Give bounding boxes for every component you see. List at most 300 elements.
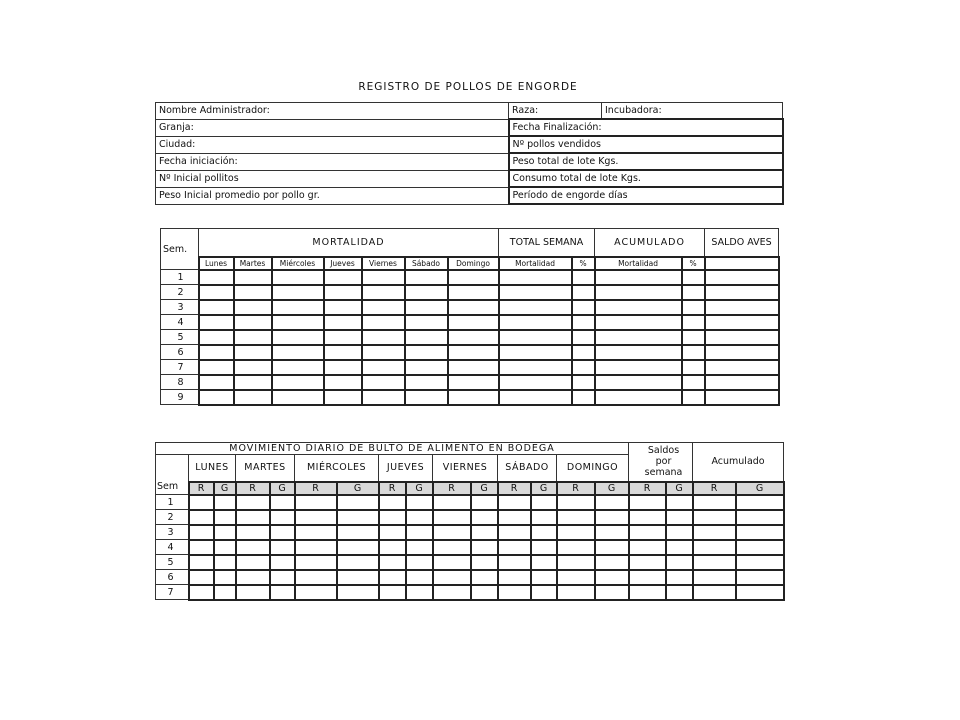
- feed-cell[interactable]: [337, 540, 379, 555]
- feed-cell[interactable]: [471, 585, 498, 600]
- table-row: [156, 585, 784, 600]
- mortality-cell[interactable]: [682, 315, 705, 330]
- mortality-cell[interactable]: [572, 315, 595, 330]
- feed-cell[interactable]: [236, 585, 270, 600]
- feed-cell[interactable]: [189, 525, 214, 540]
- mortality-cell[interactable]: [199, 300, 234, 315]
- table-row: [161, 345, 779, 360]
- feed-cell[interactable]: [736, 585, 784, 600]
- mortality-cell[interactable]: [324, 390, 362, 405]
- acum-pct-header: %: [682, 257, 705, 270]
- total-semana-header: TOTAL SEMANA: [499, 229, 595, 257]
- r-header: R: [557, 482, 595, 495]
- mortality-cell[interactable]: [595, 270, 682, 285]
- feed-cell[interactable]: [531, 540, 557, 555]
- info-right-field[interactable]: Fecha Finalización:: [509, 119, 783, 136]
- week-number: 7: [161, 360, 199, 375]
- mortality-cell[interactable]: [272, 315, 324, 330]
- mortality-cell[interactable]: [682, 285, 705, 300]
- day-header: Viernes: [362, 257, 405, 270]
- mortality-cell[interactable]: [272, 330, 324, 345]
- feed-cell[interactable]: [531, 510, 557, 525]
- mortality-cell[interactable]: [499, 330, 572, 345]
- mortality-cell[interactable]: [499, 375, 572, 390]
- feed-cell[interactable]: [189, 540, 214, 555]
- mortality-cell[interactable]: [199, 315, 234, 330]
- feed-cell[interactable]: [379, 540, 406, 555]
- mortality-cell[interactable]: [572, 300, 595, 315]
- feed-cell[interactable]: [557, 585, 595, 600]
- week-number: 5: [156, 555, 189, 570]
- feed-cell[interactable]: [531, 555, 557, 570]
- mortality-cell[interactable]: [448, 375, 499, 390]
- mortality-cell[interactable]: [199, 390, 234, 405]
- feed-cell[interactable]: [214, 555, 236, 570]
- mortality-cell[interactable]: [682, 375, 705, 390]
- mortality-cell[interactable]: [405, 360, 448, 375]
- mortality-cell[interactable]: [448, 360, 499, 375]
- mortality-cell[interactable]: [272, 270, 324, 285]
- feed-cell[interactable]: [270, 555, 295, 570]
- feed-cell[interactable]: [595, 540, 629, 555]
- g-header: G: [214, 482, 236, 495]
- mortality-cell[interactable]: [272, 300, 324, 315]
- r-header: R: [629, 482, 666, 495]
- mortality-cell[interactable]: [682, 270, 705, 285]
- feed-cell[interactable]: [295, 585, 337, 600]
- feed-cell[interactable]: [557, 510, 595, 525]
- info-label[interactable]: Ciudad:: [156, 136, 509, 153]
- mortality-cell[interactable]: [362, 315, 405, 330]
- feed-cell[interactable]: [693, 540, 736, 555]
- mortality-cell[interactable]: [324, 285, 362, 300]
- feed-cell[interactable]: [270, 540, 295, 555]
- feed-cell[interactable]: [471, 570, 498, 585]
- mortality-cell[interactable]: [499, 285, 572, 300]
- mortality-cell[interactable]: [362, 330, 405, 345]
- feed-cell[interactable]: [379, 510, 406, 525]
- mortality-cell[interactable]: [199, 270, 234, 285]
- feed-cell[interactable]: [270, 570, 295, 585]
- feed-cell[interactable]: [736, 525, 784, 540]
- table-row: [161, 330, 779, 345]
- info-label[interactable]: Fecha iniciación:: [156, 153, 509, 170]
- mortality-cell[interactable]: [199, 375, 234, 390]
- feed-cell[interactable]: [433, 510, 471, 525]
- mortality-cell[interactable]: [705, 375, 779, 390]
- g-header: G: [595, 482, 629, 495]
- feed-cell[interactable]: [629, 555, 666, 570]
- feed-cell[interactable]: [337, 555, 379, 570]
- feed-cell[interactable]: [236, 540, 270, 555]
- feed-cell[interactable]: [736, 555, 784, 570]
- incubadora-field[interactable]: Incubadora:: [602, 103, 783, 120]
- mortality-cell[interactable]: [234, 375, 272, 390]
- feed-cell[interactable]: [498, 570, 531, 585]
- mortality-cell[interactable]: [199, 285, 234, 300]
- feed-cell[interactable]: [406, 540, 433, 555]
- feed-cell[interactable]: [693, 495, 736, 510]
- mortality-cell[interactable]: [234, 330, 272, 345]
- feed-cell[interactable]: [406, 495, 433, 510]
- mortality-cell[interactable]: [405, 315, 448, 330]
- feed-cell[interactable]: [557, 525, 595, 540]
- mortality-cell[interactable]: [234, 285, 272, 300]
- feed-cell[interactable]: [471, 510, 498, 525]
- feed-cell[interactable]: [214, 525, 236, 540]
- feed-cell[interactable]: [595, 585, 629, 600]
- feed-cell[interactable]: [406, 525, 433, 540]
- mortality-cell[interactable]: [234, 360, 272, 375]
- feed-cell[interactable]: [214, 585, 236, 600]
- mortality-cell[interactable]: [405, 300, 448, 315]
- mortality-cell[interactable]: [572, 285, 595, 300]
- feed-cell[interactable]: [379, 585, 406, 600]
- table-row: [161, 375, 779, 390]
- feed-cell[interactable]: [736, 570, 784, 585]
- feed-day-header: MARTES: [236, 455, 295, 482]
- feed-cell[interactable]: [693, 570, 736, 585]
- mortality-cell[interactable]: [405, 285, 448, 300]
- feed-cell[interactable]: [379, 495, 406, 510]
- feed-cell[interactable]: [337, 525, 379, 540]
- feed-cell[interactable]: [595, 510, 629, 525]
- total-mortalidad-header: Mortalidad: [499, 257, 572, 270]
- feed-cell[interactable]: [498, 510, 531, 525]
- r-header: R: [236, 482, 270, 495]
- mortality-cell[interactable]: [362, 345, 405, 360]
- table-row: [161, 300, 779, 315]
- feed-cell[interactable]: [629, 510, 666, 525]
- feed-cell[interactable]: [189, 555, 214, 570]
- info-label[interactable]: Peso Inicial promedio por pollo gr.: [156, 187, 509, 204]
- mortality-cell[interactable]: [362, 375, 405, 390]
- mortality-cell[interactable]: [705, 330, 779, 345]
- mortality-cell[interactable]: [705, 345, 779, 360]
- feed-cell[interactable]: [379, 525, 406, 540]
- g-header: G: [666, 482, 693, 495]
- info-label[interactable]: Nombre Administrador:: [156, 103, 509, 120]
- g-header: G: [406, 482, 433, 495]
- week-number: 6: [161, 345, 199, 360]
- mortality-cell[interactable]: [705, 285, 779, 300]
- feed-cell[interactable]: [379, 555, 406, 570]
- feed-cell[interactable]: [629, 525, 666, 540]
- mortality-cell[interactable]: [405, 375, 448, 390]
- feed-cell[interactable]: [736, 510, 784, 525]
- feed-cell[interactable]: [433, 495, 471, 510]
- info-row: [156, 187, 783, 204]
- day-header: Miércoles: [272, 257, 324, 270]
- mortality-cell[interactable]: [234, 390, 272, 405]
- feed-cell[interactable]: [666, 525, 693, 540]
- feed-cell[interactable]: [629, 495, 666, 510]
- mortality-cell[interactable]: [199, 360, 234, 375]
- mortality-cell[interactable]: [595, 390, 682, 405]
- feed-cell[interactable]: [693, 510, 736, 525]
- feed-cell[interactable]: [595, 570, 629, 585]
- saldo-aves-header: SALDO AVES: [705, 229, 779, 257]
- day-header: Martes: [234, 257, 272, 270]
- mortality-cell[interactable]: [234, 300, 272, 315]
- mortality-cell[interactable]: [572, 345, 595, 360]
- feed-day-header: SÁBADO: [498, 455, 557, 482]
- feed-cell[interactable]: [379, 570, 406, 585]
- mortality-cell[interactable]: [705, 270, 779, 285]
- mortality-cell[interactable]: [705, 360, 779, 375]
- feed-cell[interactable]: [498, 585, 531, 600]
- mortality-cell[interactable]: [595, 345, 682, 360]
- feed-cell[interactable]: [471, 555, 498, 570]
- feed-cell[interactable]: [433, 540, 471, 555]
- week-number: 2: [156, 510, 189, 525]
- mortality-table: [160, 228, 780, 406]
- r-header: R: [189, 482, 214, 495]
- mortality-cell[interactable]: [362, 390, 405, 405]
- week-number: 7: [156, 585, 189, 600]
- r-header: R: [693, 482, 736, 495]
- mortality-cell[interactable]: [572, 390, 595, 405]
- feed-cell[interactable]: [270, 495, 295, 510]
- feed-title-row: [156, 443, 784, 455]
- mortality-cell[interactable]: [595, 330, 682, 345]
- feed-cell[interactable]: [595, 525, 629, 540]
- mortality-cell[interactable]: [448, 285, 499, 300]
- feed-cell[interactable]: [557, 540, 595, 555]
- mortality-cell[interactable]: [499, 360, 572, 375]
- feed-cell[interactable]: [295, 495, 337, 510]
- feed-cell[interactable]: [189, 585, 214, 600]
- table-row: [156, 495, 784, 510]
- feed-cell[interactable]: [693, 585, 736, 600]
- mortality-cell[interactable]: [572, 270, 595, 285]
- day-header: Sábado: [405, 257, 448, 270]
- feed-cell[interactable]: [557, 555, 595, 570]
- feed-cell[interactable]: [236, 555, 270, 570]
- feed-cell[interactable]: [433, 570, 471, 585]
- feed-cell[interactable]: [270, 510, 295, 525]
- day-header: Lunes: [199, 257, 234, 270]
- week-number: 1: [156, 495, 189, 510]
- raza-field[interactable]: Raza:: [509, 103, 602, 120]
- feed-cell[interactable]: [693, 555, 736, 570]
- feed-cell[interactable]: [666, 510, 693, 525]
- mortality-cell[interactable]: [705, 315, 779, 330]
- mortality-cell[interactable]: [324, 270, 362, 285]
- mortality-cell[interactable]: [572, 360, 595, 375]
- feed-cell[interactable]: [471, 525, 498, 540]
- info-label[interactable]: Nº Inicial pollitos: [156, 170, 509, 187]
- feed-cell[interactable]: [295, 570, 337, 585]
- feed-cell[interactable]: [295, 555, 337, 570]
- feed-acumulado-header: Acumulado: [693, 443, 784, 482]
- feed-cell[interactable]: [629, 585, 666, 600]
- feed-cell[interactable]: [337, 585, 379, 600]
- info-label[interactable]: Granja:: [156, 119, 509, 136]
- mortality-cell[interactable]: [362, 300, 405, 315]
- mortality-cell[interactable]: [448, 315, 499, 330]
- feed-cell[interactable]: [471, 495, 498, 510]
- mortality-cell[interactable]: [572, 330, 595, 345]
- mortality-cell[interactable]: [595, 360, 682, 375]
- feed-cell[interactable]: [629, 570, 666, 585]
- feed-cell[interactable]: [666, 585, 693, 600]
- r-header: R: [295, 482, 337, 495]
- feed-cell[interactable]: [433, 525, 471, 540]
- mortality-cell[interactable]: [324, 300, 362, 315]
- feed-cell[interactable]: [214, 540, 236, 555]
- feed-cell[interactable]: [214, 570, 236, 585]
- mortality-cell[interactable]: [199, 330, 234, 345]
- feed-cell[interactable]: [214, 495, 236, 510]
- feed-cell[interactable]: [498, 540, 531, 555]
- table-row: [156, 570, 784, 585]
- table-row: [156, 525, 784, 540]
- week-number: 4: [156, 540, 189, 555]
- mortality-cell[interactable]: [324, 315, 362, 330]
- feed-cell[interactable]: [270, 585, 295, 600]
- feed-cell[interactable]: [666, 495, 693, 510]
- saldo-subheader-cell[interactable]: [705, 257, 779, 270]
- day-header: Domingo: [448, 257, 499, 270]
- mortality-cell[interactable]: [362, 285, 405, 300]
- info-right-field[interactable]: Peso total de lote Kgs.: [509, 153, 783, 170]
- feed-cell[interactable]: [433, 585, 471, 600]
- info-table: [155, 102, 784, 205]
- feed-cell[interactable]: [693, 525, 736, 540]
- mortality-cell[interactable]: [199, 345, 234, 360]
- feed-cell[interactable]: [666, 570, 693, 585]
- mortality-cell[interactable]: [499, 300, 572, 315]
- mortality-cell[interactable]: [448, 345, 499, 360]
- feed-cell[interactable]: [406, 570, 433, 585]
- feed-cell[interactable]: [406, 555, 433, 570]
- feed-cell[interactable]: [189, 510, 214, 525]
- mortality-cell[interactable]: [595, 315, 682, 330]
- feed-cell[interactable]: [337, 495, 379, 510]
- mortality-cell[interactable]: [448, 390, 499, 405]
- mortality-cell[interactable]: [272, 345, 324, 360]
- mortality-cell[interactable]: [705, 300, 779, 315]
- feed-cell[interactable]: [629, 540, 666, 555]
- mortality-cell[interactable]: [405, 270, 448, 285]
- mortality-cell[interactable]: [682, 390, 705, 405]
- feed-cell[interactable]: [433, 555, 471, 570]
- mortality-cell[interactable]: [272, 285, 324, 300]
- mortality-cell[interactable]: [324, 375, 362, 390]
- mortality-cell[interactable]: [448, 270, 499, 285]
- feed-cell[interactable]: [236, 570, 270, 585]
- feed-cell[interactable]: [295, 540, 337, 555]
- feed-cell[interactable]: [189, 570, 214, 585]
- mortality-cell[interactable]: [682, 330, 705, 345]
- feed-cell[interactable]: [406, 585, 433, 600]
- mortality-cell[interactable]: [362, 360, 405, 375]
- mortality-cell[interactable]: [499, 315, 572, 330]
- feed-cell[interactable]: [337, 570, 379, 585]
- mortality-cell[interactable]: [405, 390, 448, 405]
- feed-cell[interactable]: [189, 495, 214, 510]
- mortality-cell[interactable]: [595, 375, 682, 390]
- saldos-header: Saldos por semana: [629, 443, 693, 482]
- mortality-cell[interactable]: [595, 300, 682, 315]
- feed-cell[interactable]: [736, 540, 784, 555]
- feed-cell[interactable]: [666, 540, 693, 555]
- mortality-cell[interactable]: [682, 360, 705, 375]
- feed-cell[interactable]: [214, 510, 236, 525]
- info-right-field[interactable]: Consumo total de lote Kgs.: [509, 170, 783, 187]
- mortality-cell[interactable]: [405, 330, 448, 345]
- mortality-cell[interactable]: [405, 345, 448, 360]
- g-header: G: [471, 482, 498, 495]
- feed-cell[interactable]: [531, 585, 557, 600]
- feed-cell[interactable]: [557, 570, 595, 585]
- feed-cell[interactable]: [236, 495, 270, 510]
- mortality-cell[interactable]: [595, 285, 682, 300]
- week-number: 8: [161, 375, 199, 390]
- week-number: 3: [156, 525, 189, 540]
- info-right-field[interactable]: Nº pollos vendidos: [509, 136, 783, 153]
- feed-cell[interactable]: [666, 555, 693, 570]
- table-row: [156, 510, 784, 525]
- mortality-cell[interactable]: [705, 390, 779, 405]
- feed-cell[interactable]: [471, 540, 498, 555]
- mortality-cell[interactable]: [448, 330, 499, 345]
- mortality-cell[interactable]: [499, 270, 572, 285]
- mortality-cell[interactable]: [499, 390, 572, 405]
- feed-cell[interactable]: [236, 525, 270, 540]
- feed-cell[interactable]: [236, 510, 270, 525]
- mortality-cell[interactable]: [682, 300, 705, 315]
- feed-cell[interactable]: [498, 525, 531, 540]
- mortality-cell[interactable]: [234, 270, 272, 285]
- feed-cell[interactable]: [595, 495, 629, 510]
- mortality-cell[interactable]: [324, 345, 362, 360]
- g-header: G: [736, 482, 784, 495]
- feed-day-header: JUEVES: [379, 455, 433, 482]
- feed-cell[interactable]: [295, 525, 337, 540]
- feed-cell[interactable]: [295, 510, 337, 525]
- info-right-field[interactable]: Período de engorde días: [509, 187, 783, 204]
- mortality-cell[interactable]: [272, 375, 324, 390]
- feed-cell[interactable]: [498, 555, 531, 570]
- feed-cell[interactable]: [406, 510, 433, 525]
- table-row: [161, 285, 779, 300]
- feed-cell[interactable]: [595, 555, 629, 570]
- acum-mortalidad-header: Mortalidad: [595, 257, 682, 270]
- mortality-cell[interactable]: [272, 390, 324, 405]
- feed-cell[interactable]: [531, 495, 557, 510]
- mortality-cell[interactable]: [448, 300, 499, 315]
- feed-cell[interactable]: [270, 525, 295, 540]
- g-header: G: [531, 482, 557, 495]
- mortality-cell[interactable]: [272, 360, 324, 375]
- mortality-cell[interactable]: [499, 345, 572, 360]
- mortality-cell[interactable]: [234, 345, 272, 360]
- mortality-cell[interactable]: [682, 345, 705, 360]
- mortality-cell[interactable]: [572, 375, 595, 390]
- feed-cell[interactable]: [557, 495, 595, 510]
- feed-cell[interactable]: [337, 510, 379, 525]
- mortality-cell[interactable]: [234, 315, 272, 330]
- feed-cell[interactable]: [531, 570, 557, 585]
- mortality-cell[interactable]: [324, 360, 362, 375]
- mortality-cell[interactable]: [324, 330, 362, 345]
- feed-cell[interactable]: [736, 495, 784, 510]
- feed-cell[interactable]: [498, 495, 531, 510]
- feed-cell[interactable]: [531, 525, 557, 540]
- mortality-cell[interactable]: [362, 270, 405, 285]
